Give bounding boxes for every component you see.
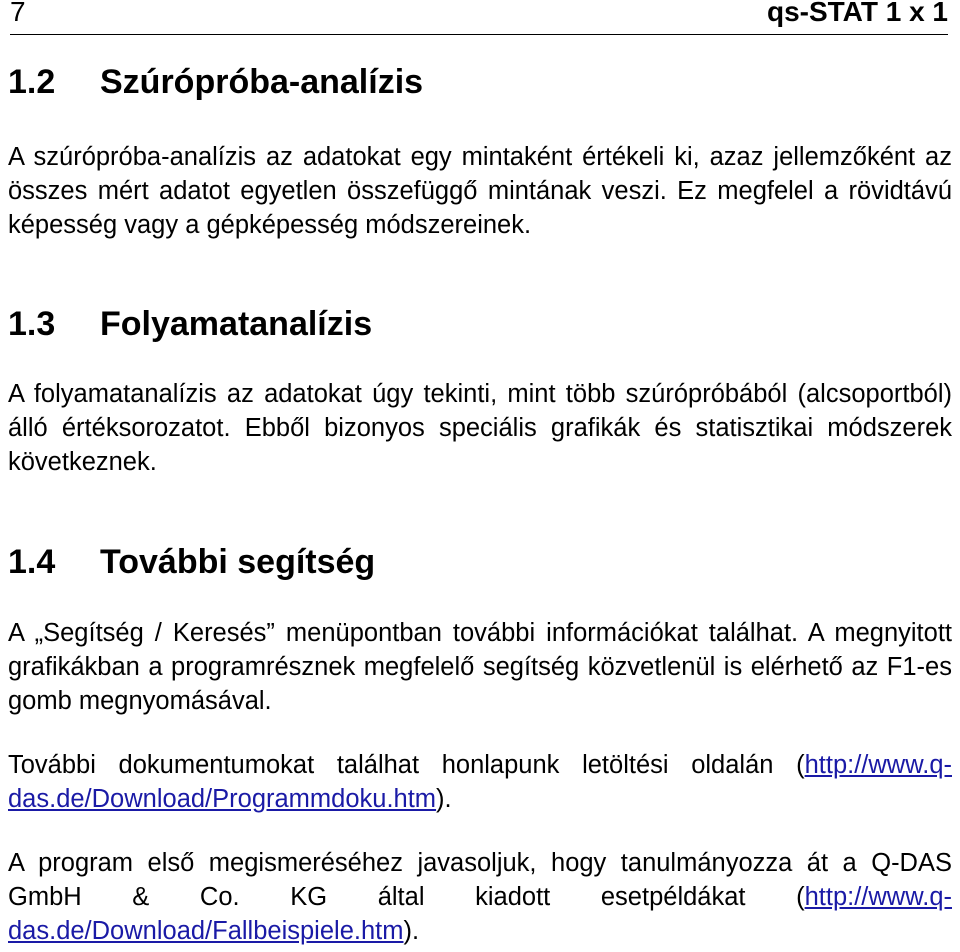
section-1-3-paragraph: A folyamatanalízis az adatokat úgy tekinti, mint több szúrópróbából (alcsoportból) álló értéksorozatot. Ebből bizonyos speciális grafikák és statisztikai módszerek következnek. — [8, 380, 952, 476]
section-title: Szúrópróba-analízis — [100, 63, 424, 101]
page-number: 7 — [10, 0, 26, 27]
section-heading-1-3 — [8, 305, 372, 344]
section-heading-1-4 — [8, 543, 375, 582]
page-header — [10, 0, 948, 35]
examples-paragraph — [8, 846, 952, 948]
section-heading-1-2 — [8, 63, 423, 102]
section-title: További segítség — [100, 543, 376, 581]
examples-text: A program első megismeréséhez javasoljuk, hogy tanulmányozza át a Q-DAS GmbH & Co. KG által kiadott esetpéldákat ( — [8, 849, 952, 911]
section-number: 1.3 — [8, 305, 56, 343]
section-number: 1.2 — [8, 63, 56, 101]
examples-text-end: ). — [403, 917, 420, 945]
section-title: Folyamatanalízis — [100, 305, 373, 343]
programmdoku-link[interactable]: http://www.q-das.de/Download/Programmdoku.htm — [8, 751, 952, 813]
fallbeispiele-link[interactable]: http://www.q-das.de/Download/Fallbeispiele.htm — [8, 883, 952, 945]
section-1-4-paragraph: A „Segítség / Keresés” menüpontban további információkat találhat. A megnyitott grafikákban a programrésznek megfelelő segítség közvetlenül is elérhető az F1-es gomb megnyomásával. — [8, 619, 952, 715]
section-number: 1.4 — [8, 543, 56, 581]
downloads-text-end: ). — [436, 785, 452, 813]
section-1-2-paragraph: A szúrópróba-analízis az adatokat egy mintaként értékeli ki, azaz jellemzőként az összes mért adatot egyetlen összefüggő mintának veszi. Ez megfelel a rövidtávú képesség vagy a gépképesség módszereinek. — [8, 143, 952, 239]
downloads-paragraph — [8, 748, 952, 816]
running-title: qs-STAT 1 x 1 — [766, 0, 948, 27]
downloads-text: További dokumentumokat találhat honlapunk letöltési oldalán ( — [8, 751, 805, 779]
